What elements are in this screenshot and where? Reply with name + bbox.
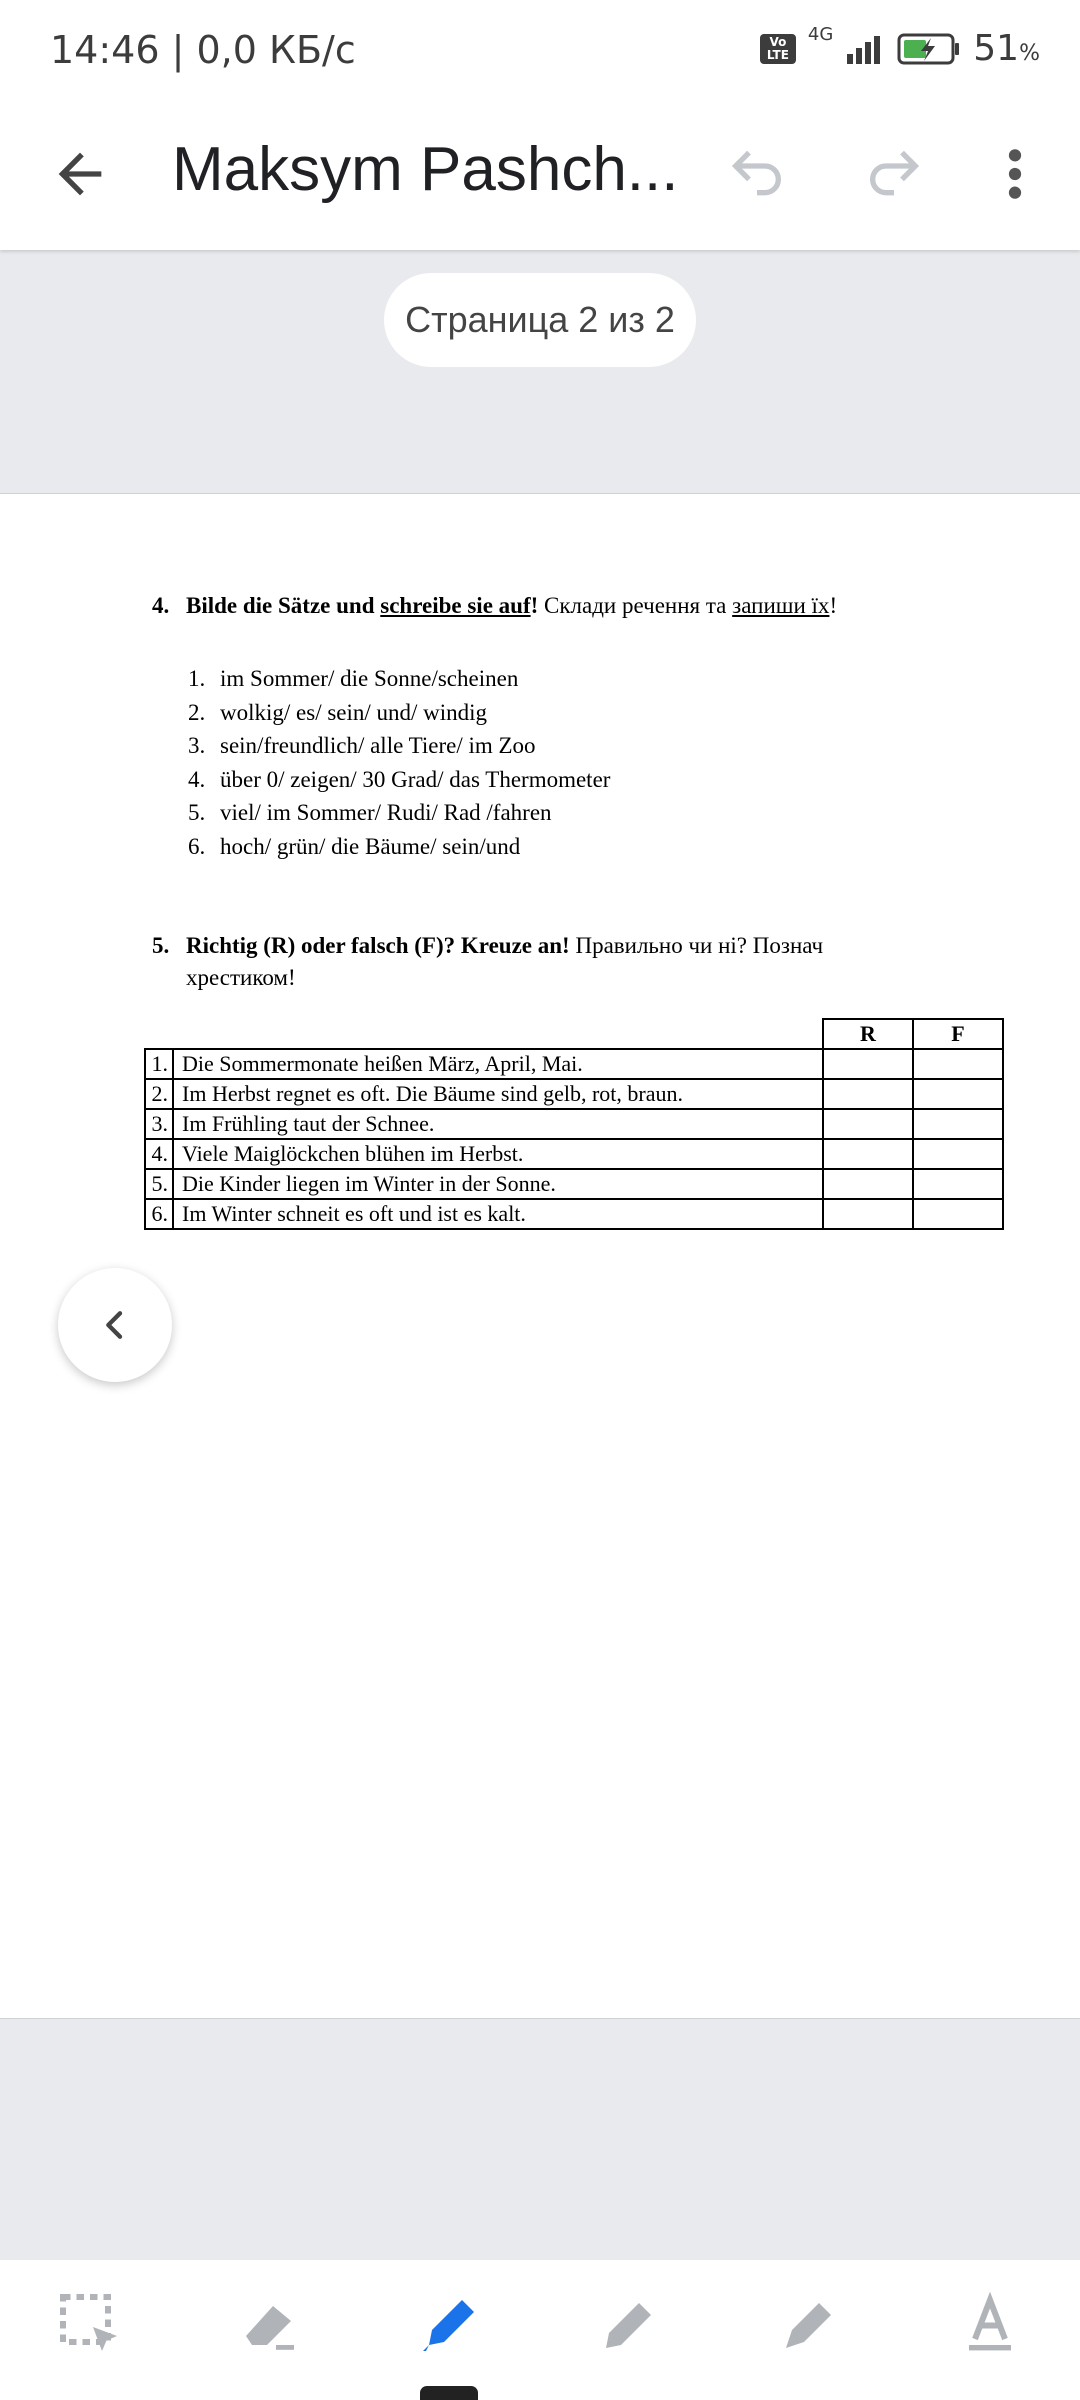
battery-level: 51% (973, 28, 1040, 69)
table-row: 1. Die Sommermonate heißen März, April, Mai. (145, 1049, 1003, 1079)
pencil-tool-button[interactable] (594, 2288, 666, 2360)
arrow-back-icon (48, 142, 112, 206)
list-item: 6. hoch/ grün/ die Bäume/ sein/und (188, 833, 521, 859)
select-icon (54, 2288, 126, 2360)
table-row: 5. Die Kinder liegen im Winter in der Sonne. (145, 1169, 1003, 1199)
list-item: 3. sein/freundlich/ alle Tiere/ im Zoo (188, 733, 536, 758)
column-r-header: R (823, 1019, 913, 1049)
list-item: 5. viel/ im Sommer/ Rudi/ Rad /fahren (188, 800, 552, 825)
viewer-background-bottom (0, 2018, 1080, 2261)
r-cell[interactable] (823, 1169, 913, 1199)
undo-icon (725, 142, 789, 206)
true-false-table (144, 1018, 1004, 1230)
list-item: 1. im Sommer/ die Sonne/scheinen (188, 666, 519, 691)
task-number: 4. (152, 593, 170, 618)
f-cell[interactable] (913, 1079, 1003, 1109)
pen-tool-button[interactable] (414, 2288, 486, 2360)
eraser-icon (234, 2288, 306, 2360)
r-cell[interactable] (823, 1049, 913, 1079)
table-row: 3. Im Frühling taut der Schnee. (145, 1109, 1003, 1139)
annotation-toolbar (0, 2260, 1080, 2400)
f-cell[interactable] (913, 1169, 1003, 1199)
redo-icon (862, 142, 926, 206)
undo-button[interactable] (725, 142, 789, 206)
navigation-handle (420, 2386, 478, 2400)
task-text: Bilde die Sätze und schreibe sie auf! Склади речення та запиши їх! (186, 593, 838, 618)
status-icons (760, 24, 1040, 69)
eraser-tool-button[interactable] (234, 2288, 306, 2360)
document-page[interactable] (0, 494, 1080, 2017)
highlighter-icon (774, 2288, 846, 2360)
network-type: 4G (807, 24, 834, 45)
column-f-header: F (913, 1019, 1003, 1049)
previous-page-button[interactable] (58, 1268, 172, 1382)
battery-icon (897, 32, 961, 66)
list-item: 4. über 0/ zeigen/ 30 Grad/ das Thermometer (188, 766, 611, 792)
list-item: 2. wolkig/ es/ sein/ und/ windig (188, 699, 488, 725)
r-cell[interactable] (823, 1109, 913, 1139)
text-icon (954, 2288, 1026, 2360)
table-row: 4. Viele Maiglöckchen blühen im Herbst. (145, 1139, 1003, 1169)
select-tool-button[interactable] (54, 2288, 126, 2360)
f-cell[interactable] (913, 1199, 1003, 1229)
signal-icon (845, 34, 885, 64)
text-tool-button[interactable] (954, 2288, 1026, 2360)
pencil-icon (594, 2288, 666, 2360)
back-button[interactable] (48, 142, 112, 206)
page-indicator: Страница 2 из 2 (384, 273, 696, 367)
pen-icon (414, 2288, 486, 2360)
top-app-bar (0, 100, 1080, 250)
r-cell[interactable] (823, 1139, 913, 1169)
chevron-left-icon (95, 1305, 135, 1345)
task-number: 5. (152, 933, 170, 958)
status-time: 14:46 | 0,0 КБ/с (50, 28, 356, 72)
sentence-list (188, 662, 610, 863)
task-text: Richtig (R) oder falsch (F)? Kreuze an! Правильно чи ні? Познач хрестиком! (186, 933, 824, 990)
document-title: Maksym Pashch... (172, 135, 679, 204)
highlighter-tool-button[interactable] (774, 2288, 846, 2360)
table-row: 2. Im Herbst regnet es oft. Die Bäume sind gelb, rot, braun. (145, 1079, 1003, 1109)
volte-icon: Vo LTE (760, 34, 796, 64)
f-cell[interactable] (913, 1139, 1003, 1169)
table-row: 6. Im Winter schneit es oft und ist es kalt. (145, 1199, 1003, 1229)
more-options-button[interactable] (995, 142, 1035, 206)
table-header (145, 1019, 1003, 1049)
redo-button[interactable] (862, 142, 926, 206)
f-cell[interactable] (913, 1109, 1003, 1139)
r-cell[interactable] (823, 1199, 913, 1229)
more-vert-icon (995, 142, 1035, 206)
f-cell[interactable] (913, 1049, 1003, 1079)
r-cell[interactable] (823, 1079, 913, 1109)
status-bar (0, 0, 1080, 100)
